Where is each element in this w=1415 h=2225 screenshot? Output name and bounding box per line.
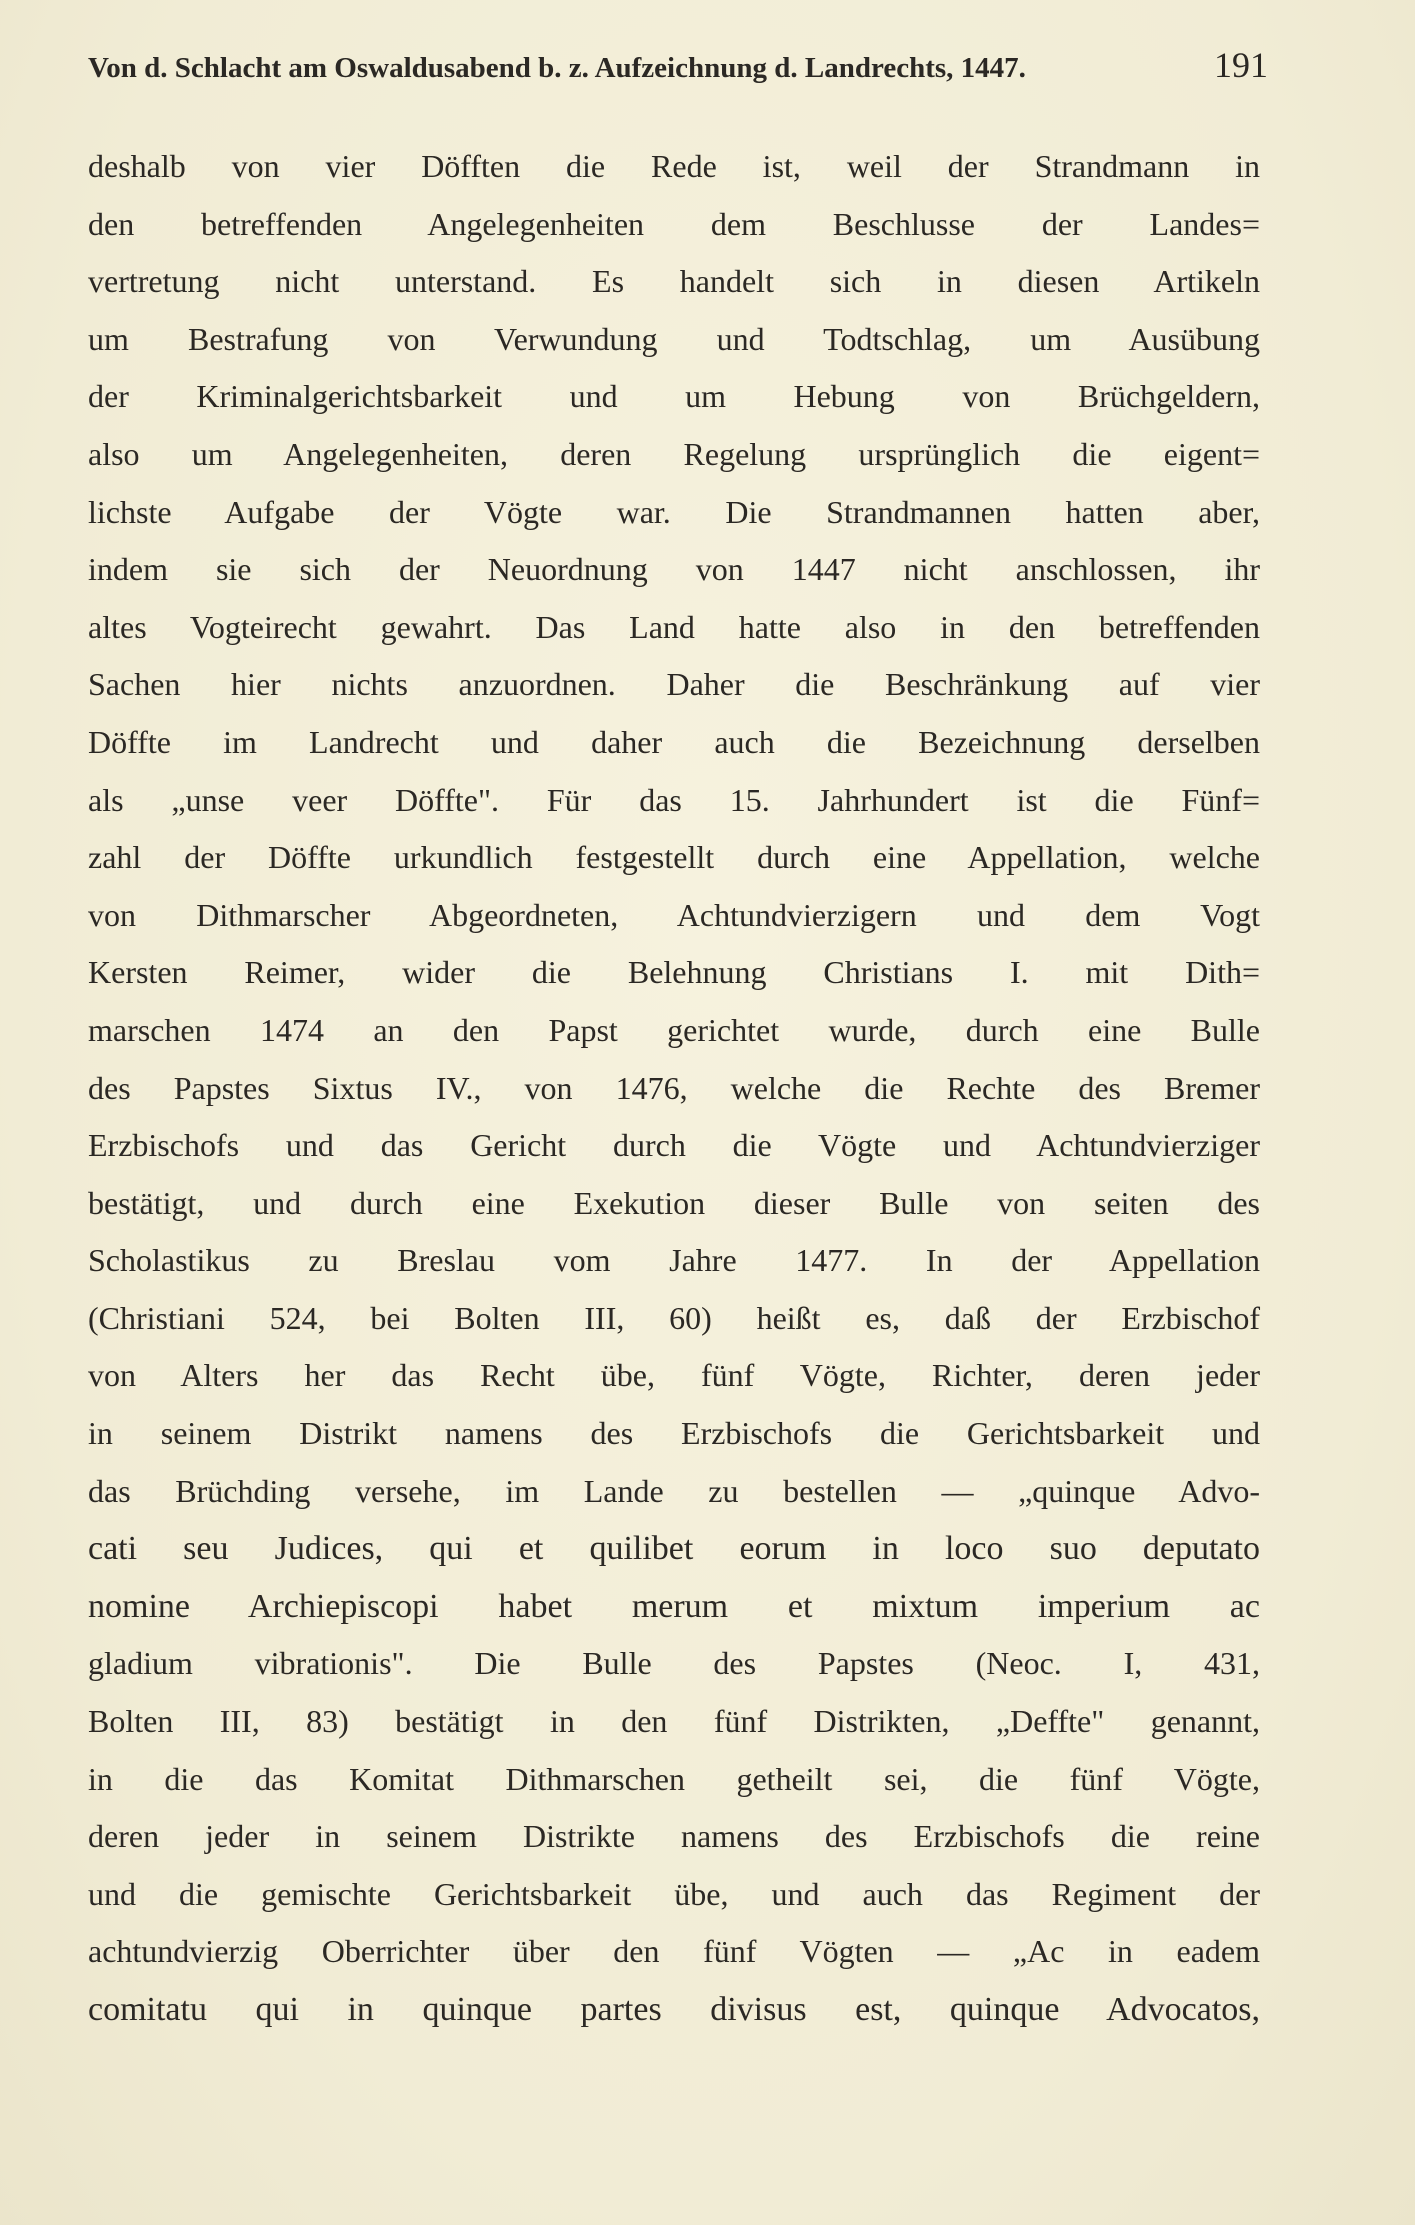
text-line: cati seu Judices, qui et quilibet eorum in loco suo deputato [88, 1530, 1260, 1568]
text-line: deshalb von vier Döfften die Rede ist, weil der Strandmann in [88, 148, 1260, 184]
text-line: nomine Archiepiscopi habet merum et mixtum imperium ac [88, 1587, 1260, 1625]
text-line: achtundvierzig Oberrichter über den fünf Vögten — „Ac in eadem [88, 1933, 1260, 1970]
running-header [88, 44, 1268, 86]
text-line: gladium vibrationis". Die Bulle des Papstes (Neoc. I, 431, [88, 1645, 1260, 1682]
text-line: Kersten Reimer, wider die Belehnung Christians I. mit Dith= [88, 954, 1260, 991]
running-title: Von d. Schlacht am Oswaldusabend b. z. Aufzeichnung d. Landrechts, 1447. [88, 52, 1026, 84]
text-line: Erzbischofs und das Gericht durch die Vögte und Achtundvierziger [88, 1127, 1260, 1164]
text-line: Scholastikus zu Breslau vom Jahre 1477. In der Appellation [88, 1242, 1260, 1279]
text-line: zahl der Döffte urkundlich festgestellt durch eine Appellation, welche [88, 839, 1260, 876]
text-line: comitatu qui in quinque partes divisus est, quinque Advocatos, [88, 1991, 1260, 2028]
text-line: das Brüchding versehe, im Lande zu bestellen — „quinque Advo- [88, 1472, 1260, 1509]
text-line: als „unse veer Döffte". Für das 15. Jahrhundert ist die Fünf= [88, 781, 1260, 818]
text-line: Döffte im Landrecht und daher auch die Bezeichnung derselben [88, 723, 1260, 760]
text-line: indem sie sich der Neuordnung von 1447 nicht anschlossen, ihr [88, 551, 1260, 588]
text-line: altes Vogteirecht gewahrt. Das Land hatte also in den betreffenden [88, 608, 1260, 645]
text-line: bestätigt, und durch eine Exekution dieser Bulle von seiten des [88, 1184, 1260, 1221]
body-text [88, 138, 1260, 2039]
text-line: der Kriminalgerichtsbarkeit und um Hebung von Brüchgeldern, [88, 378, 1260, 415]
page-number: 191 [1214, 45, 1268, 85]
text-line: vertretung nicht unterstand. Es handelt sich in diesen Artikeln [88, 263, 1260, 300]
text-line: den betreffenden Angelegenheiten dem Beschlusse der Landes= [88, 205, 1260, 242]
text-line: in seinem Distrikt namens des Erzbischofs die Gerichtsbarkeit und [88, 1415, 1260, 1452]
text-line: Bolten III, 83) bestätigt in den fünf Distrikten, „Deffte" genannt, [88, 1703, 1260, 1740]
text-line: Sachen hier nichts anzuordnen. Daher die Beschränkung auf vier [88, 666, 1260, 703]
text-line: deren jeder in seinem Distrikte namens des Erzbischofs die reine [88, 1818, 1260, 1855]
text-line: um Bestrafung von Verwundung und Todtschlag, um Ausübung [88, 320, 1260, 357]
text-line: und die gemischte Gerichtsbarkeit übe, und auch das Regiment der [88, 1875, 1260, 1912]
text-line: (Christiani 524, bei Bolten III, 60) heißt es, daß der Erzbischof [88, 1299, 1260, 1336]
text-line: von Alters her das Recht übe, fünf Vögte, Richter, deren jeder [88, 1357, 1260, 1394]
text-line: in die das Komitat Dithmarschen getheilt sei, die fünf Vögte, [88, 1760, 1260, 1797]
text-line: von Dithmarscher Abgeordneten, Achtundvierzigern und dem Vogt [88, 896, 1260, 933]
text-line: also um Angelegenheiten, deren Regelung ursprünglich die eigent= [88, 435, 1260, 472]
text-line: des Papstes Sixtus IV., von 1476, welche die Rechte des Bremer [88, 1069, 1260, 1106]
text-line: marschen 1474 an den Papst gerichtet wurde, durch eine Bulle [88, 1011, 1260, 1048]
text-line: lichste Aufgabe der Vögte war. Die Strandmannen hatten aber, [88, 493, 1260, 530]
